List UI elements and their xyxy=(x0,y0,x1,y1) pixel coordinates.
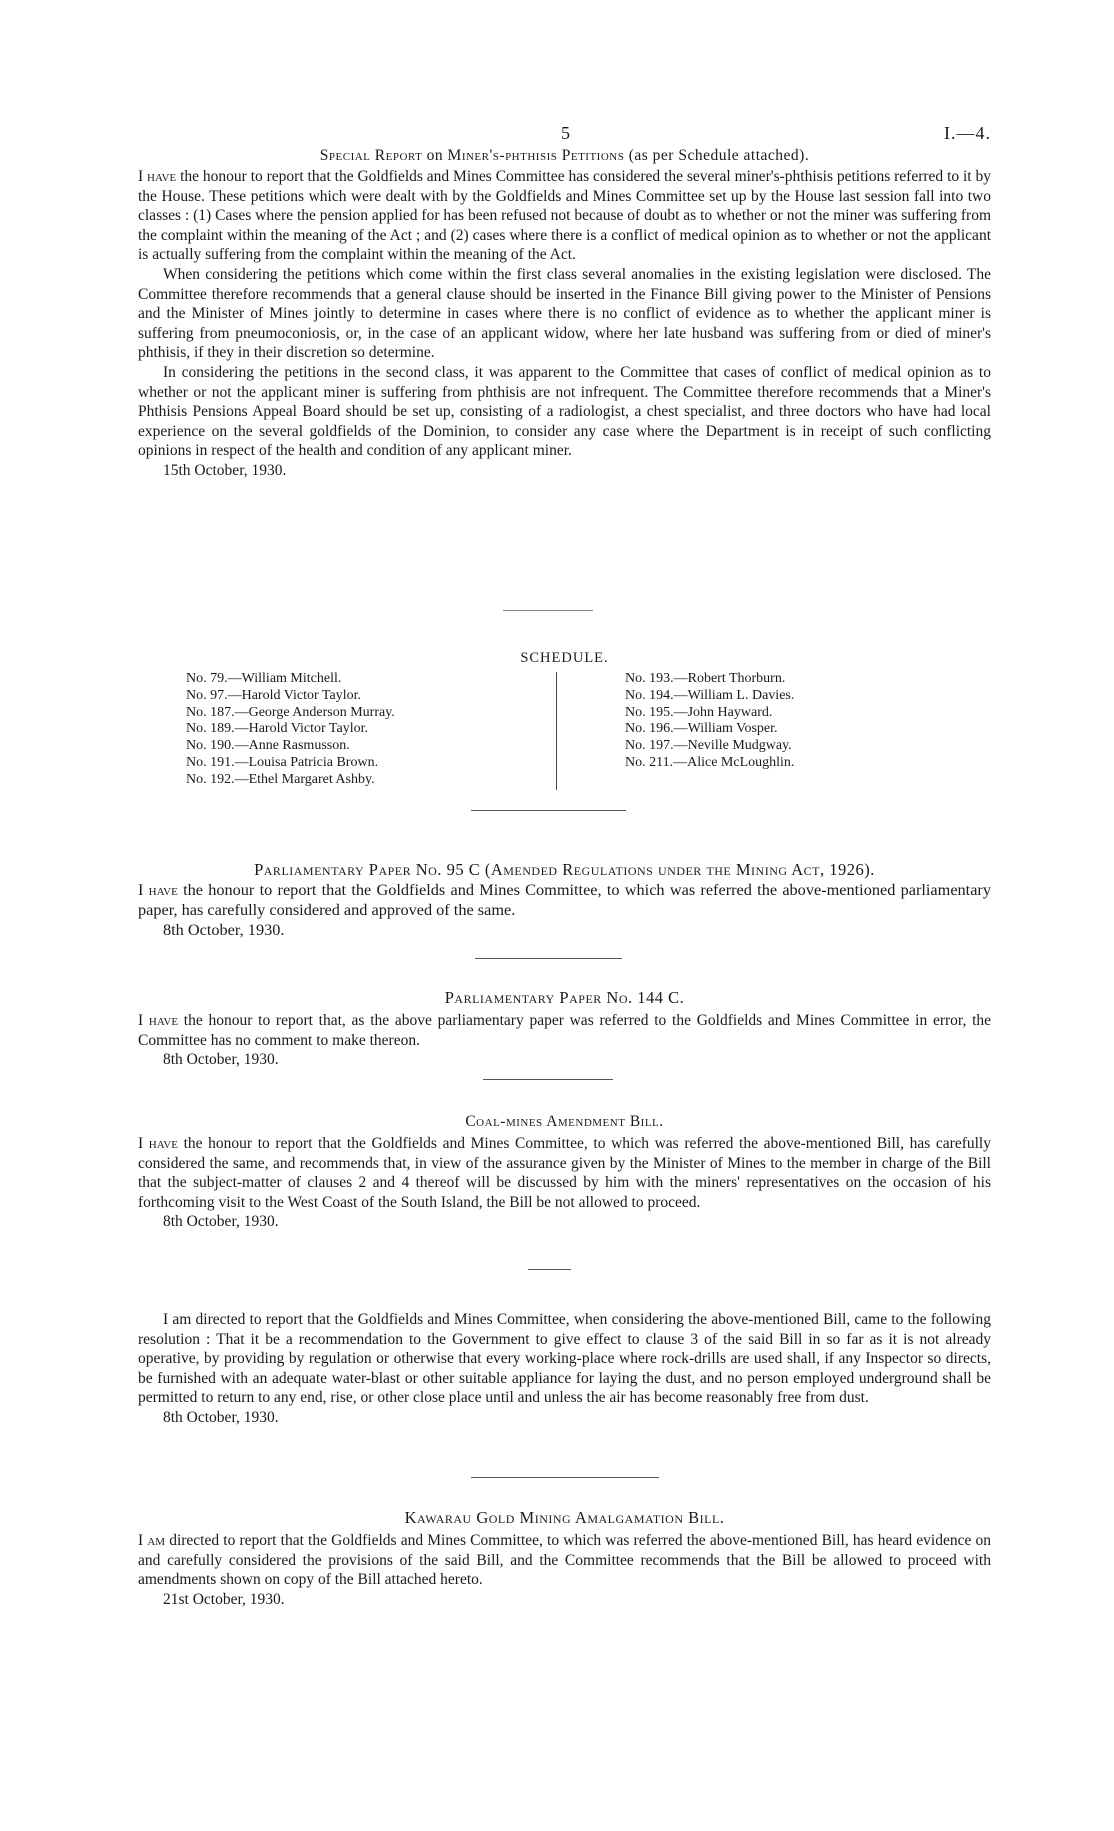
page-number: 5 xyxy=(561,123,570,143)
paper-95c-heading: Parliamentary Paper No. 95 C (Amended Regulations under the Mining Act, 1926). xyxy=(254,860,875,879)
heading-part: on xyxy=(426,147,444,164)
paragraph-text: the honour to report that the Goldfields and Mines Committee, to which was referred the above-mentioned parliamentary paper, has carefully considered and approved of the same. xyxy=(138,880,991,919)
schedule-right-column xyxy=(625,671,794,772)
schedule-entry: No. 192.—Ethel Margaret Ashby. xyxy=(186,771,375,787)
lead-words: I have xyxy=(138,168,177,185)
schedule-title: SCHEDULE. xyxy=(520,650,609,666)
heading-part: Special Report xyxy=(319,147,423,164)
special-report-heading xyxy=(138,146,991,166)
report-date: 15th October, 1930. xyxy=(163,461,287,479)
divider xyxy=(503,610,593,611)
report-date: 8th October, 1930. xyxy=(163,920,285,939)
divider xyxy=(528,1269,571,1270)
paragraph xyxy=(138,1134,991,1212)
report-date: 8th October, 1930. xyxy=(163,1213,279,1231)
schedule-entry: No. 191.—Louisa Patricia Brown. xyxy=(186,754,379,770)
paragraph-text: directed to report that the Goldfields and Mines Committee, to which was referred the above-mentioned Bill, has heard evidence on and carefully considered the provisions of the said Bill, and the Committee recommends that the Bill be allowed to proceed with amendments shown on copy of the Bill attached hereto. xyxy=(138,1532,991,1589)
schedule-entry: No. 196.—William Vosper. xyxy=(625,721,778,737)
paragraph: When considering the petitions which come within the first class several anomalies in the existing legislation were disclosed. The Committee therefore recommends that a general clause should be inserted in the Finance Bill giving power to the Minister of Pensions and the Minister of Mines jointly to determine in cases where there is no conflict of evidence as to whether the applicant miner is suffering from pneumoconiosis, or, in the case of an applicant widow, where her late husband was suffering from or died of miner's phthisis, if they in their discretion so determine. xyxy=(138,265,991,362)
schedule-entry: No. 194.—William L. Davies. xyxy=(625,687,795,703)
paragraph xyxy=(138,167,991,265)
paragraph xyxy=(138,880,991,920)
paragraph xyxy=(138,1531,991,1590)
schedule-entry: No. 189.—Harold Victor Taylor. xyxy=(186,721,368,737)
schedule-entry: No. 187.—George Anderson Murray. xyxy=(186,704,395,720)
report-date: 8th October, 1930. xyxy=(163,1408,279,1426)
paper-144c-body xyxy=(138,1011,991,1070)
paragraph xyxy=(138,1011,991,1050)
divider xyxy=(471,810,626,811)
schedule-entry: No. 197.—Neville Mudgway. xyxy=(625,738,792,754)
schedule-entry: No. 190.—Anne Rasmusson. xyxy=(186,738,350,754)
report-date: 8th October, 1930. xyxy=(163,1051,279,1069)
special-report-body xyxy=(138,167,991,481)
coal-mines-resolution xyxy=(138,1310,991,1428)
paper-144c-heading: Parliamentary Paper No. 144 C. xyxy=(444,988,685,1007)
schedule-entry: No. 195.—John Hayward. xyxy=(625,704,773,720)
report-date: 21st October, 1930. xyxy=(163,1590,285,1608)
kawarau-heading: Kawarau Gold Mining Amalgamation Bill. xyxy=(404,1508,725,1527)
schedule-entry: No. 193.—Robert Thorburn. xyxy=(625,671,786,686)
heading-part: Miner's-phthisis Petitions xyxy=(447,147,625,164)
paragraph: I am directed to report that the Goldfields and Mines Committee, when considering the above-mentioned Bill, came to the following resolution : That it be a recommendation to the Government to give effect to clause 3 of the said Bill in so far as it is not already operative, by providing by regulation or otherwise that every working-place where rock-drills are used shall, if any Inspector so directs, be furnished with an adequate water-blast or other suitable appliance for laying the dust, and no person employed underground shall be permitted to return to any end, rise, or other close place until and unless the air has become reasonably free from dust. xyxy=(138,1311,991,1407)
schedule-entry: No. 79.—William Mitchell. xyxy=(186,671,342,686)
schedule-entry: No. 211.—Alice McLoughlin. xyxy=(625,754,795,770)
lead-words: I have xyxy=(138,1135,178,1152)
divider xyxy=(471,1477,659,1478)
kawarau-body xyxy=(138,1531,991,1609)
coal-mines-body xyxy=(138,1134,991,1232)
heading-part: (as per Schedule attached). xyxy=(628,147,810,164)
paper-reference: I.—4. xyxy=(944,123,991,143)
lead-words: I am xyxy=(138,1532,166,1549)
paragraph-text: the honour to report that the Goldfields and Mines Committee, to which was referred the above-mentioned Bill, has carefully considered the same, and recommends that, in view of the assurance given by the Minister of Mines to the member in charge of the Bill that the subject-matter of clauses 2 and 4 thereof will be discussed by him with the miners' representatives on the occasion of his forthcoming visit to the West Coast of the South Island, the Bill be not allowed to proceed. xyxy=(138,1135,991,1211)
document-page xyxy=(138,0,991,1831)
lead-words: I have xyxy=(138,1012,179,1029)
paragraph-text: the honour to report that, as the above parliamentary paper was referred to the Goldfields and Mines Committee in error, the Committee has no comment to make thereon. xyxy=(138,1012,991,1049)
schedule-left-column xyxy=(186,671,395,789)
coal-mines-heading: Coal-mines Amendment Bill. xyxy=(465,1113,664,1130)
paragraph: In considering the petitions in the second class, it was apparent to the Committee that cases of conflict of medical opinion as to whether or not the applicant miner is suffering from phthisis are not infrequent. The Committee therefore recommends that a Miner's Phthisis Pensions Appeal Board should be set up, consisting of a radiologist, a chest specialist, and three doctors who have had local experience on the several goldfields of the Dominion, to consider any case where the Department is in receipt of such conflicting opinions in respect of the health and condition of any applicant miner. xyxy=(138,363,991,460)
schedule-column-divider xyxy=(556,672,557,790)
paragraph-text: the honour to report that the Goldfields and Mines Committee has considered the several miner's-phthisis petitions referred to it by the House. These petitions which were dealt with by the Goldfields and Mines Committee set up by the House last session fall into two classes : (1) Cases where the pension applied for has been refused not because of doubt as to whether or not the miner was suffering from the complaint within the meaning of the Act ; and (2) cases where there is a conflict of medical opinion as to whether or not the applicant is actually suffering from the complaint within the meaning of the Act. xyxy=(138,168,992,264)
paper-95c-body xyxy=(138,880,991,940)
lead-words: I have xyxy=(138,880,178,899)
divider xyxy=(483,1079,613,1080)
schedule-entry: No. 97.—Harold Victor Taylor. xyxy=(186,687,361,703)
divider xyxy=(475,958,622,959)
